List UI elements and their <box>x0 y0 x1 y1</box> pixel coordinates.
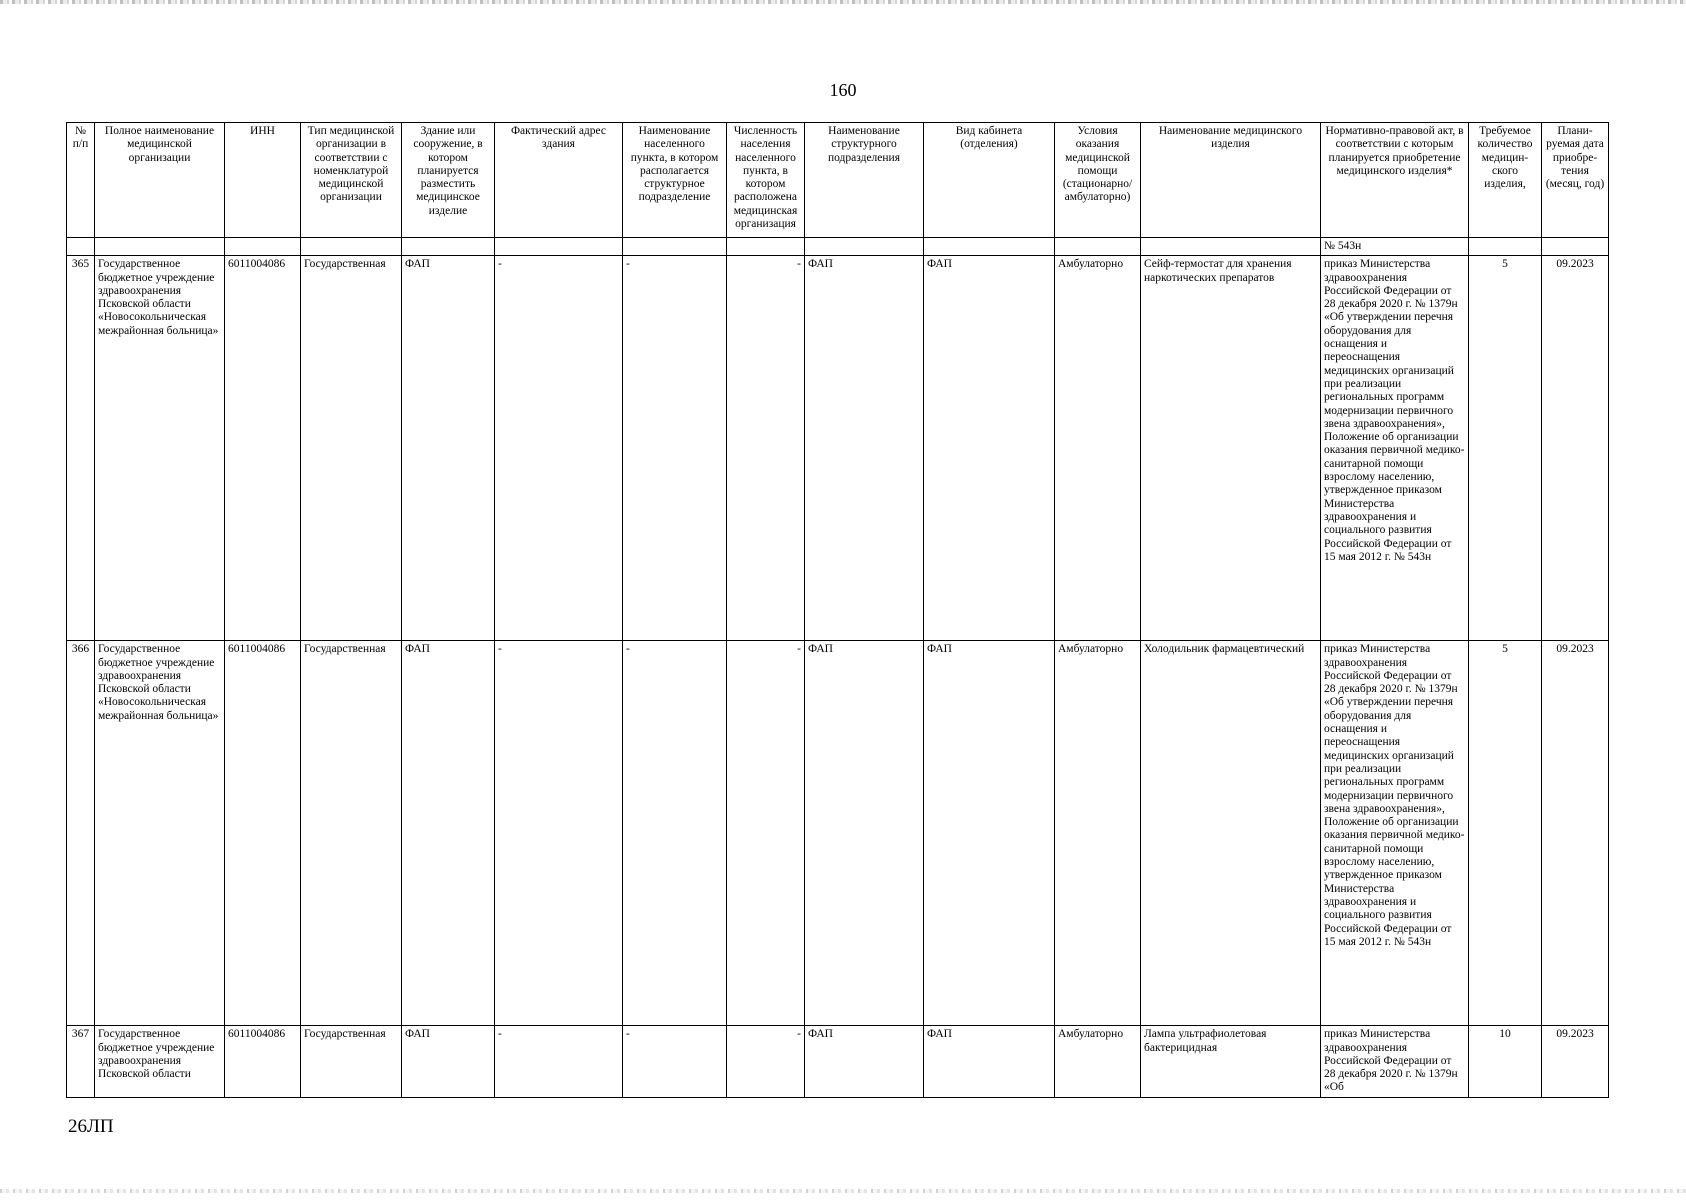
structural-unit: ФАП <box>805 1026 924 1097</box>
row-number: 366 <box>67 641 95 1026</box>
settlement: - <box>623 641 727 1026</box>
settlement: - <box>623 1026 727 1097</box>
scan-edge-bottom <box>0 1189 1686 1193</box>
quantity: 10 <box>1469 1026 1542 1097</box>
col-header-act: Нормативно-правовой акт, в соответствии с которым планируется приобретение медицинского изделия* <box>1321 123 1469 238</box>
inn: 6011004086 <box>225 641 301 1026</box>
registry-table <box>66 122 1609 1098</box>
cabinet-type: ФАП <box>924 256 1055 641</box>
table-row <box>67 641 1609 1026</box>
table-row <box>67 256 1609 641</box>
table-row <box>67 1026 1609 1097</box>
org-name: Государственное бюджетное учреждение здравоохранения Псковской области «Новосокольническая межрайонная больница» <box>95 256 225 641</box>
legal-act: приказ Министерства здравоохранения Российской Федерации от 28 декабря 2020 г. № 1379н «Об утверждении перечня оборудования для оснащения и переоснащения медицинских организаций при реализации региональных программ модернизации первичного звена здравоохранения», Положение об организации оказания первичной медико-санитарной помощи взрослому населению, утвержденное приказом Министерства здравоохранения и социального развития Российской Федерации от 15 мая 2012 г. № 543н <box>1321 641 1469 1026</box>
care-conditions: Амбулаторно <box>1055 641 1141 1026</box>
building: ФАП <box>402 1026 495 1097</box>
inn: 6011004086 <box>225 1026 301 1097</box>
act-continuation: № 543н <box>1321 238 1469 256</box>
org-type: Государственная <box>301 1026 402 1097</box>
purchase-date: 09.2023 <box>1542 641 1609 1026</box>
footer-code: 26ЛП <box>68 1116 114 1137</box>
col-header-cabinet: Вид кабинета (отделения) <box>924 123 1055 238</box>
org-name: Государственное бюджетное учреждение здравоохранения Псковской области <box>95 1026 225 1097</box>
address: - <box>495 1026 623 1097</box>
purchase-date: 09.2023 <box>1542 1026 1609 1097</box>
col-header-population: Численность населения населенного пункта, в котором расположена медицинская организация <box>727 123 805 238</box>
header-row <box>67 123 1609 238</box>
col-header-org: Полное наименование медицинской организации <box>95 123 225 238</box>
building: ФАП <box>402 641 495 1026</box>
cabinet-type: ФАП <box>924 641 1055 1026</box>
care-conditions: Амбулаторно <box>1055 1026 1141 1097</box>
quantity: 5 <box>1469 641 1542 1026</box>
legal-act: приказ Министерства здравоохранения Российской Федерации от 28 декабря 2020 г. № 1379н «Об утверждении перечня оборудования для оснащения и переоснащения медицинских организаций при реализации региональных программ модернизации первичного звена здравоохранения», Положение об организации оказания первичной медико-санитарной помощи взрослому населению, утвержденное приказом Министерства здравоохранения и социального развития Российской Федерации от 15 мая 2012 г. № 543н <box>1321 256 1469 641</box>
structural-unit: ФАП <box>805 256 924 641</box>
col-header-address: Фактический адрес здания <box>495 123 623 238</box>
purchase-date: 09.2023 <box>1542 256 1609 641</box>
col-header-inn: ИНН <box>225 123 301 238</box>
device-name: Холодильник фармацевтический <box>1141 641 1321 1026</box>
col-header-building: Здание или сооружение, в котором планируется разместить медицинское изделие <box>402 123 495 238</box>
population: - <box>727 256 805 641</box>
quantity: 5 <box>1469 256 1542 641</box>
device-name: Лампа ультрафиолетовая бактерицидная <box>1141 1026 1321 1097</box>
row-number: 367 <box>67 1026 95 1097</box>
col-header-quantity: Требуемое количество медицин- ского изделия, <box>1469 123 1542 238</box>
device-name: Сейф-термостат для хранения наркотических препаратов <box>1141 256 1321 641</box>
col-header-num: № п/п <box>67 123 95 238</box>
settlement: - <box>623 256 727 641</box>
col-header-date: Плани- руемая дата приобре- тения (месяц, год) <box>1542 123 1609 238</box>
population: - <box>727 1026 805 1097</box>
building: ФАП <box>402 256 495 641</box>
address: - <box>495 256 623 641</box>
continuation-row <box>67 238 1609 256</box>
org-type: Государственная <box>301 256 402 641</box>
col-header-type: Тип медицинской организации в соответствии с номенклатурой медицинской организации <box>301 123 402 238</box>
col-header-conditions: Условия оказания медицинской помощи (стационарно/ амбулаторно) <box>1055 123 1141 238</box>
care-conditions: Амбулаторно <box>1055 256 1141 641</box>
col-header-settlement: Наименование населенного пункта, в котором располагается структурное подразделение <box>623 123 727 238</box>
org-name: Государственное бюджетное учреждение здравоохранения Псковской области «Новосокольническая межрайонная больница» <box>95 641 225 1026</box>
col-header-device: Наименование медицинского изделия <box>1141 123 1321 238</box>
page-number: 160 <box>829 80 857 100</box>
structural-unit: ФАП <box>805 641 924 1026</box>
address: - <box>495 641 623 1026</box>
scan-edge-top <box>0 0 1686 4</box>
population: - <box>727 641 805 1026</box>
legal-act: приказ Министерства здравоохранения Российской Федерации от 28 декабря 2020 г. № 1379н «Об <box>1321 1026 1469 1097</box>
row-number: 365 <box>67 256 95 641</box>
cabinet-type: ФАП <box>924 1026 1055 1097</box>
inn: 6011004086 <box>225 256 301 641</box>
org-type: Государственная <box>301 641 402 1026</box>
col-header-unit: Наименование структурного подразделения <box>805 123 924 238</box>
